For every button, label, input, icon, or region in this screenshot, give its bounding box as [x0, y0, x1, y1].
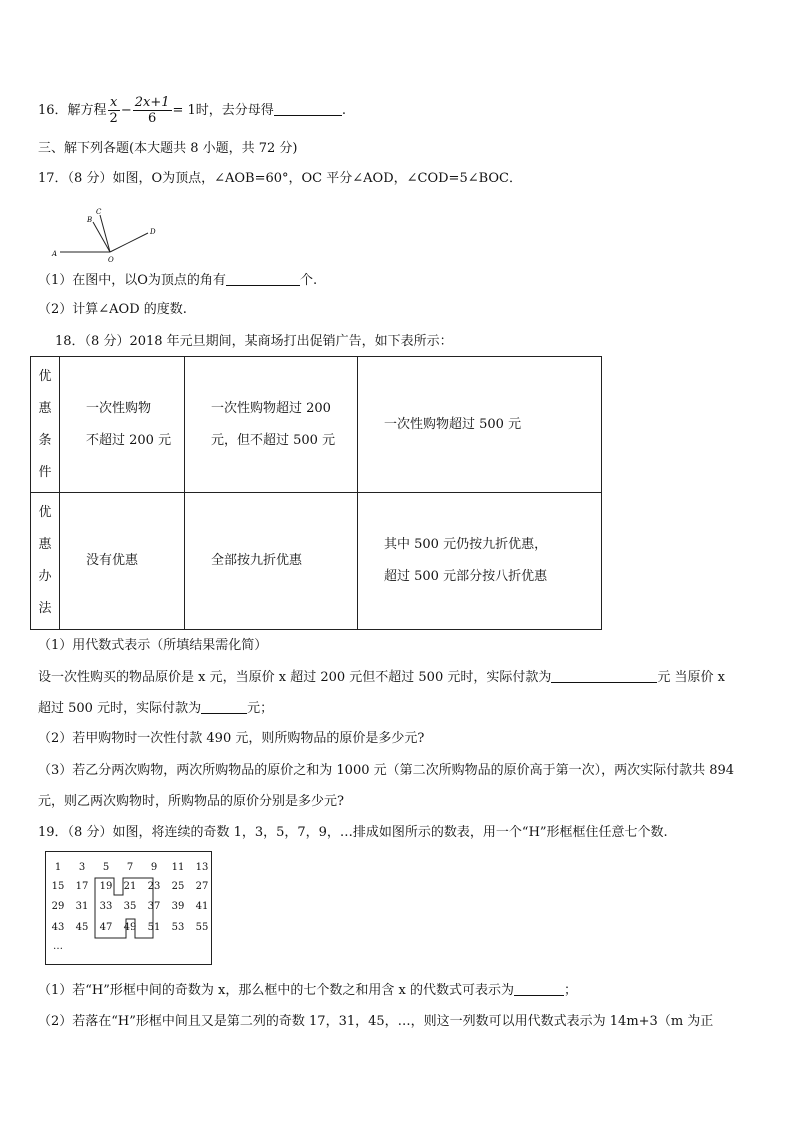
answer-blank[interactable] [551, 669, 657, 683]
question-19-title: 19．（8 分）如图，将连续的奇数 1，3，5，7，9，…排成如图所示的数表，用一个“H”形框框住任意七个数. [38, 825, 668, 840]
q18-part-1-line-1: 设一次性购买的物品原价是 x 元，当原价 x 超过 200 元但不超过 500 元时，实际付款为 元 当原价 x [38, 670, 725, 685]
grid-ellipsis: … [53, 941, 63, 952]
grid-cell: 11 [171, 862, 185, 873]
angle-figure [50, 204, 170, 264]
odd-number-table [45, 851, 212, 965]
grid-cell: 3 [78, 862, 86, 873]
grid-cell: 51 [147, 922, 161, 933]
grid-cell: 45 [75, 922, 89, 933]
answer-blank[interactable] [274, 102, 342, 116]
cell-condition-3: 一次性购物超过 500 元 [358, 357, 602, 493]
grid-cell: 37 [147, 901, 161, 912]
ray-ob [93, 222, 110, 252]
cell-method-2: 全部按九折优惠 [185, 493, 358, 630]
grid-cell: 53 [171, 922, 185, 933]
label-c: C [96, 208, 102, 216]
grid-cell: 19 [99, 881, 113, 892]
ray-od [110, 233, 148, 252]
grid-cell: 23 [147, 881, 161, 892]
cell-method-3: 其中 500 元仍按九折优惠， 超过 500 元部分按八折优惠 [358, 493, 602, 630]
row-header-conditions: 优 惠 条 件 [31, 357, 60, 493]
q19-part-1: （1）若“H”形框中间的奇数为 x，那么框中的七个数之和用含 x 的代数式可表示为 ； [38, 983, 577, 998]
q18-part-3-line-2: 元，则乙两次购物时，所购物品的原价分别是多少元? [38, 794, 344, 809]
answer-blank[interactable] [226, 272, 300, 286]
grid-cell: 25 [171, 881, 185, 892]
grid-cell: 7 [126, 862, 134, 873]
grid-cell: 43 [51, 922, 65, 933]
grid-cell: 21 [123, 881, 137, 892]
q16-fraction-2: $\frac{2x+1}{6}$ [134, 95, 170, 126]
grid-cell: 31 [75, 901, 89, 912]
label-d: D [150, 228, 156, 236]
h-frame-outline [95, 878, 153, 938]
answer-blank[interactable] [201, 700, 247, 714]
grid-cell: 55 [195, 922, 209, 933]
grid-cell: 5 [102, 862, 110, 873]
q18-part-3-line-1: （3）若乙分两次购物，两次所购物品的原价之和为 1000 元（第二次所购物品的原价高于第一次），两次实际付款共 894 [38, 763, 735, 778]
q19-part-2: （2）若落在“H”形框中间且又是第二列的奇数 17，31，45，…，则这一列数可以用代数式表示为 14m+3（m 为正 [38, 1014, 714, 1029]
grid-cell: 49 [123, 922, 137, 933]
ray-oc [100, 215, 110, 252]
h-frame [46, 852, 211, 964]
label-b: B [87, 216, 93, 224]
question-18-title: 18．（8 分）2018 年元旦期间，某商场打出促销广告，如下表所示： [55, 334, 453, 349]
q17-part-1: （1）在图中，以O为顶点的角有 个. [38, 273, 318, 288]
q16-fraction-1: $\frac{x}{2}$ [109, 95, 118, 126]
grid-cell: 17 [75, 881, 89, 892]
section-3-heading: 三、解下列各题(本大题共 8 小题，共 72 分) [38, 141, 298, 156]
cell-condition-2: 一次性购物超过 200 元，但不超过 500 元 [185, 357, 358, 493]
grid-cell: 47 [99, 922, 113, 933]
grid-cell: 41 [195, 901, 209, 912]
grid-cell: 29 [51, 901, 65, 912]
grid-cell: 35 [123, 901, 137, 912]
question-17-title: 17．（8 分）如图，O为顶点，∠AOB=60°，OC 平分∠AOD，∠COD=5∠BOC． [38, 171, 523, 186]
cell-method-1: 没有优惠 [60, 493, 185, 630]
grid-cell: 1 [54, 862, 62, 873]
grid-cell: 27 [195, 881, 209, 892]
q16-prefix: 16．解方程 [38, 103, 107, 118]
q18-part-1: （1）用代数式表示（所填结果需化简） [38, 638, 268, 653]
grid-cell: 33 [99, 901, 113, 912]
label-a: A [52, 250, 58, 258]
question-16: 16．解方程 $\frac{x}{2}$ − $\frac{2x+1}{6}$ = 1时，去分母得 . [38, 95, 346, 126]
q17-part-2: （2）计算∠AOD 的度数. [38, 302, 187, 317]
label-o: O [108, 256, 114, 264]
grid-cell: 15 [51, 881, 65, 892]
promotion-table [30, 356, 602, 630]
grid-cell: 39 [171, 901, 185, 912]
grid-cell: 13 [195, 862, 209, 873]
cell-condition-1: 一次性购物 不超过 200 元 [60, 357, 185, 493]
q18-part-2: （2）若甲购物时一次性付款 490 元，则所购物品的原价是多少元? [38, 731, 425, 746]
row-header-methods: 优 惠 办 法 [31, 493, 60, 630]
answer-blank[interactable] [514, 982, 564, 996]
q18-part-1-line-2: 超过 500 元时，实际付款为 元； [38, 701, 274, 716]
grid-cell: 9 [150, 862, 158, 873]
